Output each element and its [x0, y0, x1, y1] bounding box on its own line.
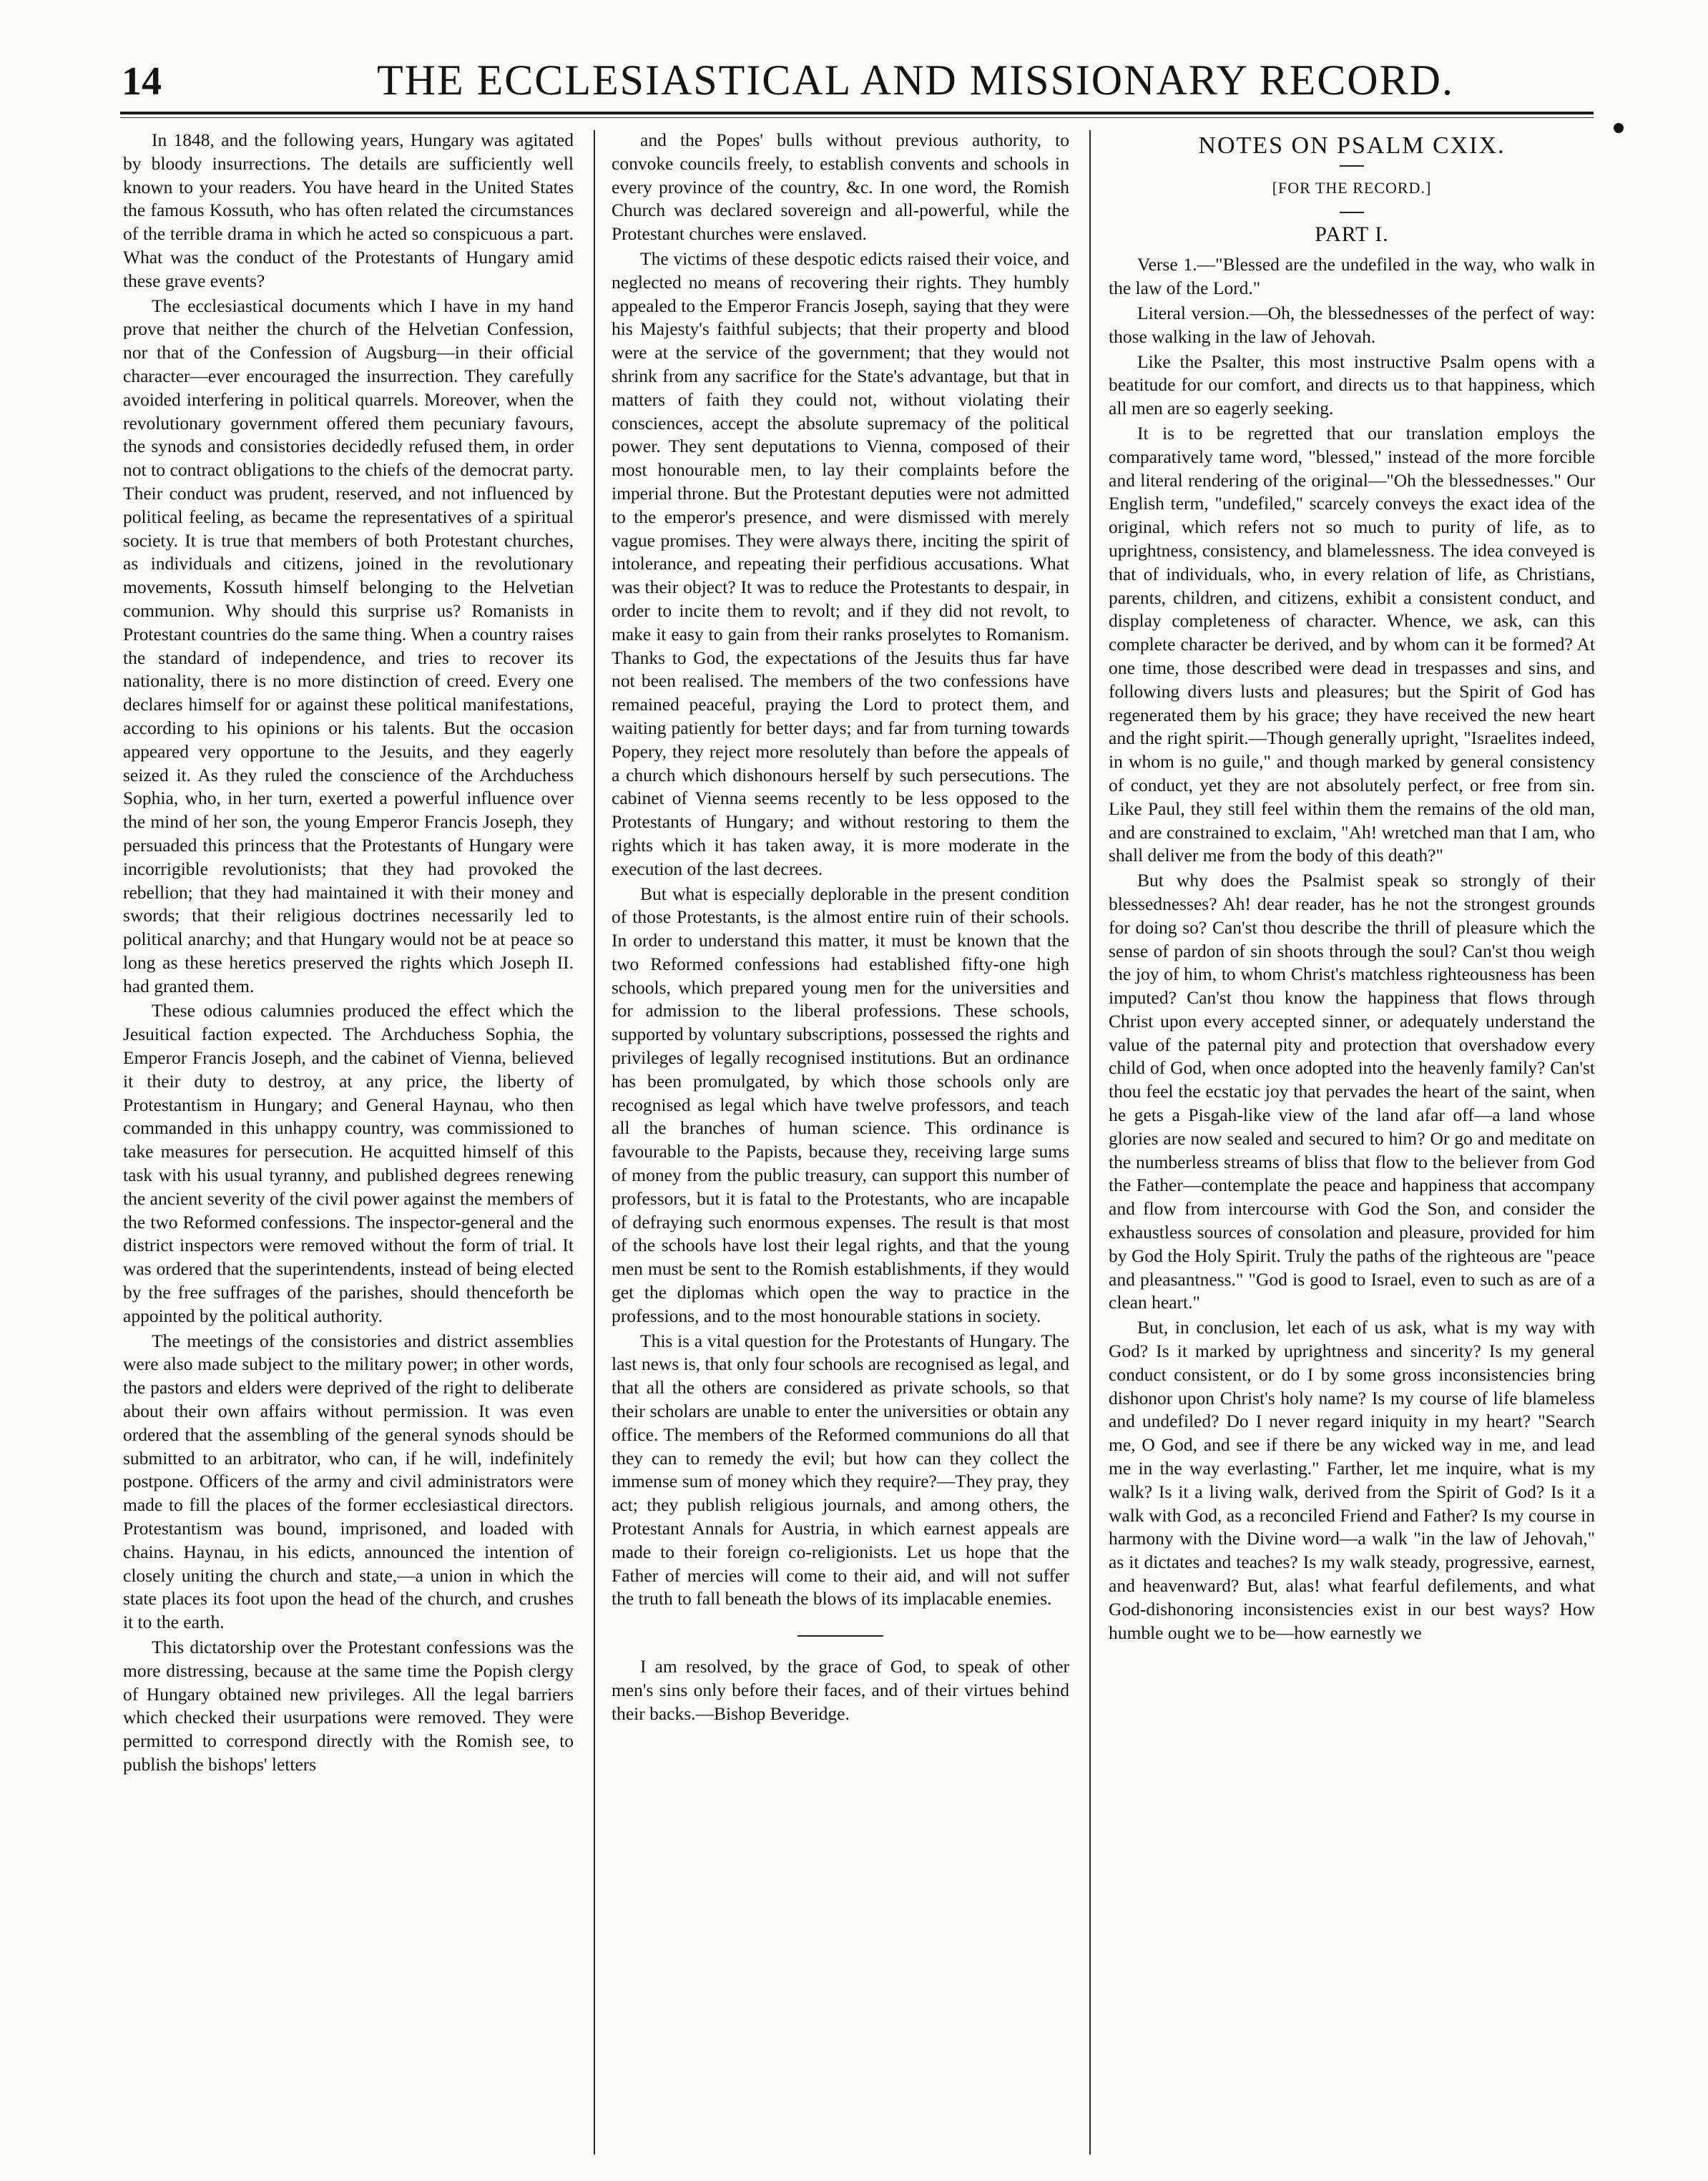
- article-byline: [FOR THE RECORD.]: [1272, 178, 1432, 197]
- closing-quote: I am resolved, by the grace of God, to speak of other men's sins only before their faces, and of their virtues behind their backs.—Bishop Beveridge.: [612, 1656, 1069, 1724]
- part-heading: PART I.: [1315, 222, 1389, 246]
- article-paragraph: But why does the Psalmist speak so strongly of their blessednesses? Ah! dear reader, has he not the strongest grounds for doing so? Can'st thou describe the thrill of pleasure which the sense of pardon of sin shoots through the soul? Can'st thou weigh the joy of him, to whom Christ's matchless righteousness has been imputed? Can'st thou know the happiness that flows through Christ upon every accepted sinner, or adequately understand the value of the paternal pity and protection that overshadow every child of God, when once adopted into the heavenly family? Can'st thou feel the ecstatic joy that pervades the heart of the saint, when he gets a Pisgah-like view of the land afar off—a land whose glories are now sealed and secured to him? Or go and meditate on the numberless streams of bliss that flow to the believer from God the Father—contemplate the peace and happiness that accompany and flow from intercourse with God the Son, and consider the exhaustless sources of consolation and pleasure, provided for him by God the Holy Spirit. Truly the paths of the righteous are "peace and pleasantness." "God is good to Israel, even to such as are of a clean heart.": [1109, 870, 1595, 1313]
- article-paragraph: Verse 1.—"Blessed are the undefiled in the way, who walk in the law of the Lord.": [1109, 254, 1595, 299]
- article-paragraph: Like the Psalter, this most instructive Psalm opens with a beatitude for our comfort, and directs us to that happiness, which all men are so eagerly seeking.: [1109, 351, 1595, 419]
- article-paragraph: The ecclesiastical documents which I have in my hand prove that neither the church of the Helvetian Confession, nor that of the Confession of Augsburg—in their official character—ever encouraged the insurrection. They carefully avoided interfering in political quarrels. Moreover, when the revolutionary government offered them pecuniary favours, the synods and consistories decidedly refused them, in order not to contract obligations to the chiefs of the democrat party. Their conduct was prudent, reserved, and not influenced by political feeling, as became the representatives of a spiritual society. It is true that members of both Protestant churches, as individuals and citizens, joined in the revolutionary movements, Kossuth himself belonging to the Helvetian communion. Why should this surprise us? Romanists in Protestant countries do the same thing. When a country raises the standard of independence, and tries to recover its nationality, there is no more distinction of creed. Every one declares himself for or against these political manifestations, according to his opinions or his talents. But the occasion appeared very opportune to the Jesuits, and they eagerly seized it. As they ruled the conscience of the Archduchess Sophia, who, in her turn, exerted a powerful influence over the mind of her son, the young Emperor Francis Joseph, they persuaded this princess that the Protestants of Hungary were incorrigible revolutionists; that they had provoked the rebellion; that they had maintained it with their money and swords; that their religious doctrines necessarily led to political anarchy; and that Hungary would not be at peace so long as these heretics preserved the rights which Joseph II. had granted them.: [123, 295, 574, 996]
- publication-title: THE ECCLESIASTICAL AND MISSIONARY RECORD.: [377, 57, 1454, 104]
- header-rule: [120, 112, 1594, 114]
- article-paragraph: These odious calumnies produced the effect which the Jesuitical faction expected. The Archduchess Sophia, the Emperor Francis Joseph, and the cabinet of Vienna, believed it their duty to destroy, at any price, the liberty of Protestantism in Hungary; and General Haynau, who then commanded in this unhappy country, was commissioned to take measures for persecution. He acquitted himself of this task with his usual tyranny, and published degrees renewing the ancient severity of the civil power against the members of the two Reformed confessions. The inspector-general and the district inspectors were removed without the form of trial. It was ordered that the superintendents, instead of being elected by the free suffrages of the parishes, should thenceforth be appointed by the political authority.: [123, 1000, 574, 1326]
- column-divider: [594, 130, 595, 2155]
- ink-dot: [1614, 123, 1624, 133]
- section-divider: [797, 1635, 883, 1637]
- byline-rule: [1340, 212, 1364, 213]
- column-divider: [1089, 130, 1091, 2155]
- article-paragraph: Literal version.—Oh, the blessednesses of the perfect of way: those walking in the law of Jehovah.: [1109, 302, 1595, 347]
- column-right: [1109, 129, 1595, 2153]
- title-rule: [1340, 165, 1364, 167]
- column-middle: [612, 129, 1069, 2153]
- page-header: [122, 56, 1595, 113]
- article-paragraph: It is to be regretted that our translation employs the comparatively tame word, "blessed," instead of the more forcible and literal rendering of the original—"Oh the blessednesses." Our English term, "undefiled," scarcely conveys the exact idea of the original, which refers not so much to purity of life, as to uprightness, consistency, and blamelessness. The idea conveyed is that of individuals, who, in every relation of life, as Christians, parents, children, and citizens, exhibit a consistent conduct, and display completeness of character. Whence, we ask, can this complete character be derived, and by whom can it be formed? At one time, those described were dead in trespasses and sins, and following divers lusts and pleasures; but the Spirit of God has regenerated them by his grace; they have received the new heart and the right spirit.—Though generally upright, "Israelites indeed, in whom is no guile," and though marked by general consistency of conduct, yet they are not absolutely perfect, or free from sin. Like Paul, they still feel within them the remains of the old man, and are constrained to exclaim, "Ah! wretched man that I am, who shall deliver me from the body of this death?": [1109, 422, 1595, 866]
- article-paragraph: and the Popes' bulls without previous authority, to convoke councils freely, to establish convents and schools in every province of the country, &c. In one word, the Romish Church was declared sovereign and all-powerful, while the Protestant churches were enslaved.: [612, 129, 1069, 245]
- column-left: [123, 129, 574, 2153]
- article-paragraph: The victims of these despotic edicts raised their voice, and neglected no means of recovering their rights. They humbly appealed to the Emperor Francis Joseph, saying that they were his Majesty's faithful subjects; that their property and blood were at the service of the government; that they would not shrink from any sacrifice for the State's advantage, but that in matters of faith they could not, without violating their consciences, accept the absolute supremacy of the political power. They sent deputations to Vienna, composed of their most honourable men, to lay their complaints before the imperial throne. But the Protestant deputies were not admitted to the emperor's presence, and were dismissed with merely vague promises. They were always there, inciting the spirit of intolerance, and repeating their perfidious accusations. What was their object? It was to reduce the Protestants to despair, in order to incite them to revolt; and if they did not revolt, to make it easy to gain from their ranks proselytes to Romanism. Thanks to God, the expectations of the Jesuits thus far have not been realised. The members of the two confessions have remained peaceful, praying the Lord to protect them, and waiting patiently for better days; and far from turning towards Popery, they reject more resolutely than before the appeals of a church which dishonours herself by such persecutions. The cabinet of Vienna seems recently to be less opposed to the Protestants of Hungary; and without restoring to them the rights which it has taken away, it is more moderate in the execution of the last decrees.: [612, 247, 1069, 879]
- article-paragraph: In 1848, and the following years, Hungary was agitated by bloody insurrections. The details are sufficiently well known to your readers. You have heard in the United States the famous Kossuth, who has often related the circumstances of the terrible drama in which he acted so conspicuous a part. What was the conduct of the Protestants of Hungary amid these grave events?: [123, 129, 574, 291]
- article-paragraph: The meetings of the consistories and district assemblies were also made subject to the military power; in other words, the pastors and elders were deprived of the right to deliberate about their own affairs without permission. It was even ordered that the assembling of the general synods should be submitted to an arbitrator, who can, if he will, indefinitely postpone. Officers of the army and civil administrators were made to fill the places of the former ecclesiastical directors. Protestantism was bound, imprisoned, and loaded with chains. Haynau, in his edicts, announced the intention of closely uniting the church and state,—a union in which the state places its foot upon the head of the church, and crushes it to the earth.: [123, 1330, 574, 1633]
- article-title: NOTES ON PSALM CXIX.: [1198, 132, 1506, 159]
- article-paragraph: But what is especially deplorable in the present condition of those Protestants, is the almost entire ruin of their schools. In order to understand this matter, it must be known that the two Reformed confessions had established fifty-one high schools, which prepared young men for the universities and for admission to the liberal professions. These schools, supported by voluntary subscriptions, possessed the rights and privileges of legally recognised institutions. But an ordinance has been promulgated, by which those schools only are recognised as legal which have twelve professors, and teach all the branches of human science. This ordinance is favourable to the Papists, because they, receiving large sums of money from the public treasury, can support this number of professors, but it is fatal to the Protestants, who are incapable of defraying such enormous expenses. The result is that most of the schools have lost their legal rights, and that the young men must be sent to the Romish establishments, if they would get the diplomas which open the way to practice in the professions, and to the most honourable stations in society.: [612, 883, 1069, 1326]
- article-paragraph: This is a vital question for the Protestants of Hungary. The last news is, that only four schools are recognised as legal, and that all the others are considered as private schools, so that their scholars are unable to enter the universities or obtain any office. The members of the Reformed communions do all that they can to remedy the evil; but how can they collect the immense sum of money which they require?—They pray, they act; they publish religious journals, and among others, the Protestant Annals for Austria, in which earnest appeals are made to their foreign co-religionists. Let us hope that the Father of mercies will come to their aid, and will not suffer the truth to fall beneath the blows of its implacable enemies.: [612, 1330, 1069, 1609]
- article-paragraph: This dictatorship over the Protestant confessions was the more distressing, because at the same time the Popish clergy of Hungary obtained new privileges. All the legal barriers which checked their usurpations were removed. They were permitted to correspond directly with the Romish see, to publish the bishops' letters: [123, 1637, 574, 1775]
- page-number: 14: [122, 59, 162, 104]
- header-rule-thin: [120, 117, 1594, 118]
- article-paragraph: But, in conclusion, let each of us ask, what is my way with God? Is it marked by uprightness and sincerity? Is my general conduct consistent, or do I by some gross inconsistencies bring dishonor upon Christ's holy name? Is my course of life blameless and undefiled? Do I never regard iniquity in my heart? "Search me, O God, and see if there be any wicked way in me, and lead me in the way everlasting." Farther, let me inquire, what is my walk? Is it a living walk, derived from the Spirit of God? Is it a walk with God, as a reconciled Friend and Father? Is my course in harmony with the Divine word—a walk "in the law of Jehovah," as it dictates and teaches? Is my walk steady, progressive, earnest, and heavenward? But, alas! what fearful defilements, and what God-dishonoring inconsistencies exist in our best ways? How humble ought we to be—how earnestly we: [1109, 1317, 1595, 1643]
